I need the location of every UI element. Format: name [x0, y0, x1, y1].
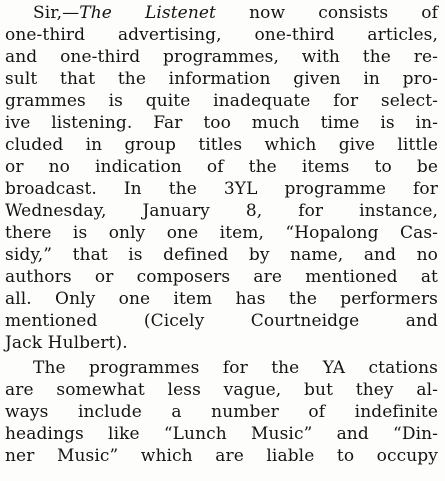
letter-line-3: and one-third programmes, with the re- — [5, 47, 438, 67]
letter-line-21: ner Music” which are liable to occupy — [5, 446, 438, 466]
letter-line-10: Wednesday, January 8, for instance, — [5, 201, 438, 221]
publication-title: The Listenet — [79, 3, 216, 23]
letter-line-8: or no indication of the items to be — [5, 157, 438, 177]
letter-line-6: ive listening. Far too much time is in- — [5, 113, 438, 133]
letter-line-7: cluded in group titles which give little — [5, 135, 438, 155]
letter-line-15: mentioned (Cicely Courtneidge and — [5, 311, 438, 331]
letter-line-4: sult that the information given in pro- — [5, 69, 438, 89]
letter-line-13: authors or composers are mentioned at — [5, 267, 438, 287]
letter-line-14: all. Only one item has the performers — [5, 289, 438, 309]
letter-line-12: sidy,” that is defined by name, and no — [5, 245, 438, 265]
letter-line-17: The programmes for the YA ctations — [33, 358, 438, 378]
letter-line-1: Sir,—The Listenet now consists of — [33, 3, 438, 23]
letter-line-19: ways include a number of indefinite — [5, 402, 438, 422]
letter-line-2: one-third advertising, one-third articles, — [5, 25, 438, 45]
letter-line-9: broadcast. In the 3YL programme for — [5, 179, 438, 199]
letter-line-16: Jack Hulbert). — [5, 333, 128, 353]
letter-line-20: headings like “Lunch Music” and “Din- — [5, 424, 438, 444]
letter-line-11: there is only one item, “Hopalong Cas- — [5, 223, 438, 243]
letter-line-5: grammes is quite inadequate for select- — [5, 91, 438, 111]
letter-line-18: are somewhat less vague, but they al- — [5, 380, 438, 400]
